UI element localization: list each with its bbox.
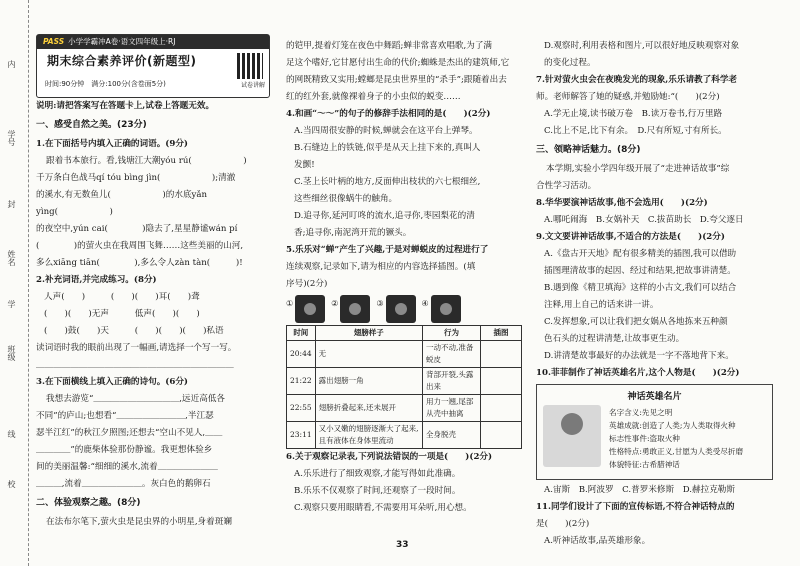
column-2-body-top — [286, 38, 526, 293]
text-line: 的铠甲,提着灯笼在夜色中舞蹈;蝉非常喜欢唱歌,为了满 — [286, 41, 493, 51]
text-line: 读词语时我的眼前出现了一幅画,请选择一个写一写。 — [36, 343, 237, 353]
text-line: 人声( ) ( )( )耳( )聋 — [44, 292, 200, 302]
table-cell — [481, 341, 522, 368]
table-header: 时间 — [287, 326, 316, 341]
text-line: 注释,用上自己的话来讲一讲。 — [544, 300, 659, 310]
question-text: 5.乐乐对“蝉”产生了兴趣,于是对蝉蜕皮的过程进行了 — [286, 245, 489, 255]
text-line: C.观察只要用眼睛看,不需要用耳朵听,用心想。 — [294, 503, 472, 513]
text-line: 师。老师解答了她的疑惑,并勉励她:“( )(2分) — [536, 92, 720, 102]
text-line: 足这个嗜好,它甘愿付出生命的代价;蜘蛛是杰出的建筑师,它 — [286, 58, 510, 68]
table-row — [287, 368, 522, 395]
binding-label-xian: 线 — [7, 430, 16, 438]
cicada-image-icon — [386, 295, 416, 323]
table-cell: 背部开裂,头露出来 — [422, 368, 480, 395]
text-line: ( )鼓( )天 ( )( )( )私语 — [44, 326, 224, 336]
table-row — [287, 341, 522, 368]
illustration-options — [286, 295, 526, 323]
text-line: 的变化过程。 — [544, 58, 596, 68]
text-line: 连续观察,记录如下,请为相应的内容选择插图。(填 — [286, 262, 476, 272]
table-header: 翅膀样子 — [315, 326, 422, 341]
column-3-body-bottom — [536, 482, 781, 550]
section-heading: 一、感受自然之美。(23分) — [36, 120, 147, 130]
column-1-body — [36, 98, 272, 531]
option-number: ④ — [421, 299, 429, 308]
table-cell — [481, 395, 522, 422]
binding-label-student-no: 学号 — [7, 130, 16, 146]
text-line: B.遇到像《精卫填海》这样的小古文,我们可以结合 — [544, 283, 737, 293]
text-line: 的夜空中,yún cai( )隐去了,星星静谧wán pí — [36, 224, 238, 234]
text-line: 发颤! — [294, 160, 315, 170]
illustration-option — [331, 295, 370, 323]
brand-logo: PASS — [43, 37, 65, 46]
text-line: 瑟半江红”的秋江夕照图;还想去“空山不见人,＿＿ — [36, 428, 223, 438]
text-line: 本学期,实验小学四年级开展了“走进神话故事”综 — [546, 164, 730, 174]
hero-card-line: 英雄成就:创造了人类;为人类取得火种 — [609, 421, 736, 430]
question-text: 10.菲菲制作了神话英雄名片,这个人物是( )(2分) — [536, 368, 740, 378]
text-line: A.《盘古开天地》配有很多精美的插图,我可以借助 — [544, 249, 737, 259]
table-cell: 23:11 — [287, 422, 316, 449]
exam-meta: 时间:90分钟 满分:100分(含卷面5分) — [45, 80, 166, 88]
observation-table — [286, 325, 522, 449]
binding-label-xiao: 校 — [7, 480, 16, 488]
table-row — [287, 395, 522, 422]
question-text: 1.在下面括号内填入正确的词语。(9分) — [36, 139, 188, 149]
text-line: A.乐乐进行了细致观察,才能写得如此准确。 — [294, 469, 461, 479]
table-cell — [481, 422, 522, 449]
hero-card-line: 名字含义:先见之明 — [609, 408, 673, 417]
column-3 — [536, 38, 781, 550]
hero-card-line: 体貌特征:古希腊神话 — [609, 460, 680, 469]
column-1 — [36, 34, 272, 531]
text-line: A.当四周很安静的时候,蝉就会在这平台上弹琴。 — [294, 126, 478, 136]
table-header: 插图 — [481, 326, 522, 341]
binding-label-name: 姓名 — [7, 250, 16, 266]
column-2 — [286, 38, 526, 517]
cicada-image-icon — [295, 295, 325, 323]
question-text: 11.同学们设计了下面的宣传标语,不符合神话特点的 — [536, 502, 735, 512]
option-number: ② — [331, 299, 339, 308]
series-bar — [37, 35, 269, 49]
section-heading: 二、体验观察之趣。(8分) — [36, 498, 141, 508]
text-line: 插图理清故事的起因、经过和结果,把故事讲清楚。 — [544, 266, 736, 276]
page-number: 33 — [396, 540, 409, 550]
question-text: 8.华华要演神话故事,他不会选用( )(2分) — [536, 198, 708, 208]
table-cell — [481, 368, 522, 395]
question-text: 3.在下面横线上填入正确的诗句。(6分) — [36, 377, 188, 387]
table-cell: 一动不动,准备蜕皮 — [422, 341, 480, 368]
hero-card-line: 性格特点:勇敢正义,甘愿为人类受尽折磨 — [609, 447, 744, 456]
cicada-image-icon — [340, 295, 370, 323]
text-line: B.乐乐不仅观察了时间,还观察了一段时间。 — [294, 486, 461, 496]
hero-card-title: 神话英雄名片 — [627, 392, 682, 402]
binding-label-nei: 内 — [7, 60, 16, 68]
table-cell: 21:22 — [287, 368, 316, 395]
text-line: 多么xiāng tiān( ),多么令人zàn tàn( )! — [36, 258, 243, 268]
table-cell: 又小又嫩的翅膀逐渐大了起来,且有液体在身体里流动 — [315, 422, 422, 449]
text-line: A.学无止境,读书破万卷 B.读万卷书,行万里路 — [544, 109, 723, 119]
text-line: ( )的萤火虫在我周围飞舞……这些美丽的山河, — [36, 241, 244, 251]
table-cell: 20:44 — [287, 341, 316, 368]
column-3-body — [536, 38, 781, 382]
table-cell: 用力一翘,尾部从壳中抽离 — [422, 395, 480, 422]
hero-illustration — [543, 405, 601, 467]
binding-label-feng: 封 — [7, 200, 16, 208]
table-cell: 22:55 — [287, 395, 316, 422]
text-line: 香;追寻你,南泥湾开荒的镢头。 — [294, 228, 412, 238]
table-cell: 露出翅膀一角 — [315, 368, 422, 395]
table-cell: 无 — [315, 341, 422, 368]
text-line: 间的美丽温馨:“细细的溪水,流着＿＿＿＿＿＿＿ — [36, 462, 218, 472]
text-line: D.讲清楚故事最好的办法就是一字不落地背下来。 — [544, 351, 734, 361]
question-text: 6.关于观察记录表,下列说法错误的一项是( )(2分) — [286, 452, 493, 462]
cicada-image-icon — [431, 295, 461, 323]
exam-header — [36, 34, 270, 98]
text-line: A.哪吒闹海 B.女娲补天 C.拔苗助长 D.夸父逐日 — [544, 215, 744, 225]
table-row — [287, 422, 522, 449]
hero-card — [536, 384, 773, 480]
table-cell: 翅膀折叠起来,还未展开 — [315, 395, 422, 422]
text-line: 这些细丝很像蜗牛的触角。 — [294, 194, 398, 204]
text-line: 千万条白色战马qí tóu bìng jìn( );清澈 — [36, 173, 236, 183]
table-header: 行为 — [422, 326, 480, 341]
binding-label-xue: 学 — [7, 300, 16, 308]
text-line: C.茎上长叶柄的地方,反面伸出枝状的六七根细丝, — [294, 177, 481, 187]
text-line: 是( )(2分) — [536, 519, 590, 529]
text-line: 合性学习活动。 — [536, 181, 597, 191]
illustration-option — [376, 295, 415, 323]
text-line: ＿＿＿＿＿＿＿＿＿＿＿＿＿＿＿＿＿＿＿＿＿＿＿ — [36, 360, 234, 370]
question-text: 4.和画“～～”的句子的修辞手法相同的是( )(2分) — [286, 109, 491, 119]
qr-code-icon — [237, 53, 263, 79]
illustration-option — [422, 295, 461, 323]
text-line: 色石头的过程讲清楚,让故事更生动。 — [544, 334, 685, 344]
table-cell: 全身脱壳 — [422, 422, 480, 449]
option-number: ③ — [376, 299, 384, 308]
exam-title: 期末综合素养评价(新题型) — [47, 54, 197, 68]
illustration-option — [286, 295, 325, 323]
text-line: 在法布尔笔下,萤火虫是昆虫界的小明星,身着斑斓 — [46, 517, 232, 527]
question-text: 说明:请把答案写在答题卡上,试卷上答题无效。 — [36, 101, 215, 111]
text-line: 不同”的庐山;也想看“＿＿＿＿＿＿＿＿,半江瑟 — [36, 411, 214, 421]
text-line: 红的红外套,就像裸着身子的小虫似的蜕变…… — [286, 92, 461, 102]
text-line: B.石缝边上的铁链,似乎是从天上挂下来的,真叫人 — [294, 143, 481, 153]
option-number: ① — [286, 299, 294, 308]
text-line: D.观察时,利用表格和图片,可以很好地反映观察对象 — [544, 41, 740, 51]
question-text: 7.针对萤火虫会在夜晚发光的现象,乐乐请教了科学老 — [536, 75, 738, 85]
text-line: 的溪水,有无数鱼儿( )的水底yǎn yìng( ) — [36, 190, 208, 217]
text-line: 我想去游览“＿＿＿＿＿＿＿＿＿＿,远近高低各 — [46, 394, 226, 404]
text-line: C.发挥想象,可以让我们把女娲从各地拣来五种颜 — [544, 317, 728, 327]
text-line: ＿＿＿＿”的鹿柴体验那份静谧。我更想体验乡 — [36, 445, 213, 455]
text-line: A.听神话故事,品英雄形象。 — [544, 536, 651, 546]
hero-card-line: 标志性事件:盗取火种 — [609, 434, 680, 443]
question-text: 2.补充词语,并完成练习。(8分) — [36, 275, 157, 285]
qr-label: 试卷讲解 — [240, 82, 265, 89]
section-heading: 三、领略神话魅力。(8分) — [536, 145, 641, 155]
text-line: 序号)(2分) — [286, 279, 328, 289]
binding-label-class: 班级 — [7, 345, 16, 361]
text-line: ＿＿＿,流着＿＿＿＿＿＿＿。灰白色的鹅卵石 — [36, 479, 211, 489]
question-text: 9.文文要讲神话故事,不适合的方法是( )(2分) — [536, 232, 725, 242]
series-title: 小学学霸冲A卷·语文四年级上·RJ — [68, 37, 176, 46]
text-line: C.比上不足,比下有余。 D.尺有所短,寸有所长。 — [544, 126, 727, 136]
binding-margin — [0, 0, 29, 566]
text-line: D.追寻你,延河叮咚的流水,追寻你,枣园梨花的清 — [294, 211, 475, 221]
text-line: ( )( )无声 低声( )( ) — [44, 309, 200, 319]
text-line: 的网既精致又实用;螳螂是昆虫世界里的“杀手”;跟随着出去 — [286, 75, 507, 85]
column-2-body-bottom — [286, 449, 526, 517]
text-line: A.宙斯 B.阿波罗 C.普罗米修斯 D.赫拉克勒斯 — [544, 485, 735, 495]
text-line: 跟着书本旅行。看,钱塘江大潮yóu rú( ) — [46, 156, 247, 166]
